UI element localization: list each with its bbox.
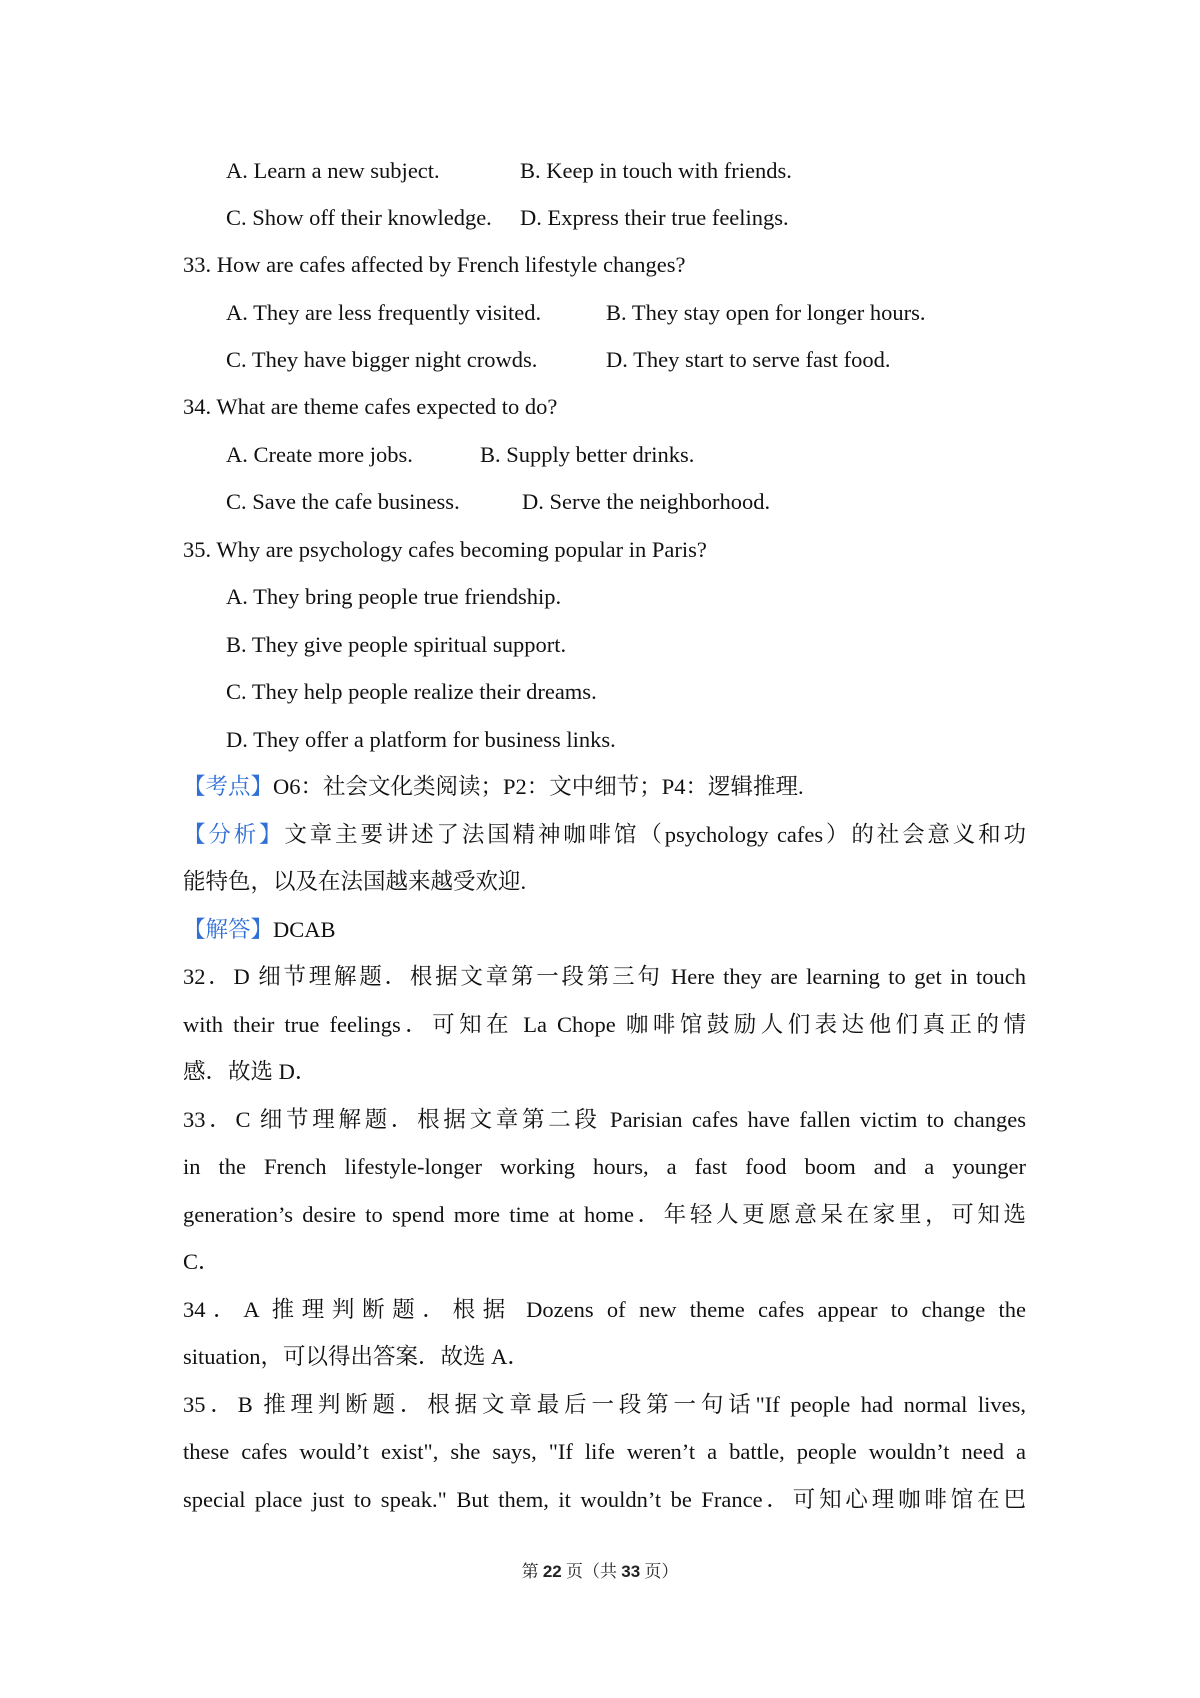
q33-option-b: B. They stay open for longer hours. <box>606 300 926 325</box>
exp34-line-1: 34．A 推理判断题．根据 Dozens of new theme cafes appear to change the <box>183 1297 1026 1322</box>
q35-option-b: B. They give people spiritual support. <box>226 632 567 657</box>
jieda-answer: DCAB <box>273 917 336 942</box>
exp34-line-2: situation，可以得出答案．故选 A． <box>183 1344 530 1369</box>
q34-stem: 34. What are theme cafes expected to do? <box>183 394 558 419</box>
exp33-line-4: C． <box>183 1249 221 1274</box>
jieda-line <box>183 915 336 945</box>
q35-option-c: C. They help people realize their dreams. <box>226 679 597 704</box>
q35-option-a: A. They bring people true friendship. <box>226 584 562 609</box>
q32-option-c: C. Show off their knowledge. <box>226 205 492 230</box>
footer-page-number: 22 <box>542 1562 562 1581</box>
fenxi-line-1 <box>183 820 1026 850</box>
page-footer <box>0 1557 1200 1582</box>
q34-option-b: B. Supply better drinks. <box>480 442 695 467</box>
exp33-line-1: 33．C 细节理解题．根据文章第二段 Parisian cafes have fallen victim to changes <box>183 1107 1026 1132</box>
exp33-line-2: in the French lifestyle-longer working hours, a fast food boom and a younger <box>183 1154 1026 1179</box>
q35-option-d: D. They offer a platform for business links. <box>226 727 616 752</box>
q35-stem: 35. Why are psychology cafes becoming popular in Paris? <box>183 537 707 562</box>
footer-middle: 页（共 <box>566 1562 617 1581</box>
q33-option-a: A. They are less frequently visited. <box>226 300 542 325</box>
exp35-line-3: special place just to speak." But them, it wouldn’t be France．可知心理咖啡馆在巴 <box>183 1487 1026 1512</box>
q34-option-c: C. Save the cafe business. <box>226 489 460 514</box>
fenxi-line-2: 能特色，以及在法国越来越受欢迎. <box>183 869 527 894</box>
kaodian-text: O6：社会文化类阅读；P2：文中细节；P4：逻辑推理. <box>273 774 804 799</box>
exp32-line-2: with their true feelings．可知在 La Chope 咖啡馆鼓励人们表达他们真正的情 <box>183 1012 1026 1037</box>
q32-option-a: A. Learn a new subject. <box>226 158 440 183</box>
q32-option-d: D. Express their true feelings. <box>520 205 789 230</box>
footer-prefix: 第 <box>521 1562 539 1581</box>
fenxi-tag: 【分析】 <box>183 822 285 847</box>
exp32-line-3: 感．故选 D． <box>183 1059 318 1084</box>
exp32-line-1: 32．D 细节理解题．根据文章第一段第三句 Here they are learning to get in touch <box>183 964 1026 989</box>
q33-option-d: D. They start to serve fast food. <box>606 347 891 372</box>
exp33-line-3: generation’s desire to spend more time at home．年轻人更愿意呆在家里，可知选 <box>183 1202 1026 1227</box>
q33-option-c: C. They have bigger night crowds. <box>226 347 538 372</box>
q33-stem: 33. How are cafes affected by French lifestyle changes? <box>183 252 686 277</box>
kaodian-line <box>183 772 804 802</box>
q34-option-d: D. Serve the neighborhood. <box>522 489 771 514</box>
jieda-tag: 【解答】 <box>183 917 274 942</box>
fenxi-text-1: 文章主要讲述了法国精神咖啡馆（psychology cafes）的社会意义和功 <box>284 822 1026 847</box>
exp35-line-2: these cafes would’t exist", she says, "If life weren’t a battle, people wouldn’t need a <box>183 1439 1026 1464</box>
exp35-line-1: 35．B 推理判断题．根据文章最后一段第一句话"If people had normal lives, <box>183 1392 1026 1417</box>
q32-option-b: B. Keep in touch with friends. <box>520 158 792 183</box>
footer-total-pages: 33 <box>621 1562 641 1581</box>
q34-option-a: A. Create more jobs. <box>226 442 413 467</box>
kaodian-tag: 【考点】 <box>183 774 274 799</box>
footer-suffix: 页） <box>644 1562 679 1581</box>
